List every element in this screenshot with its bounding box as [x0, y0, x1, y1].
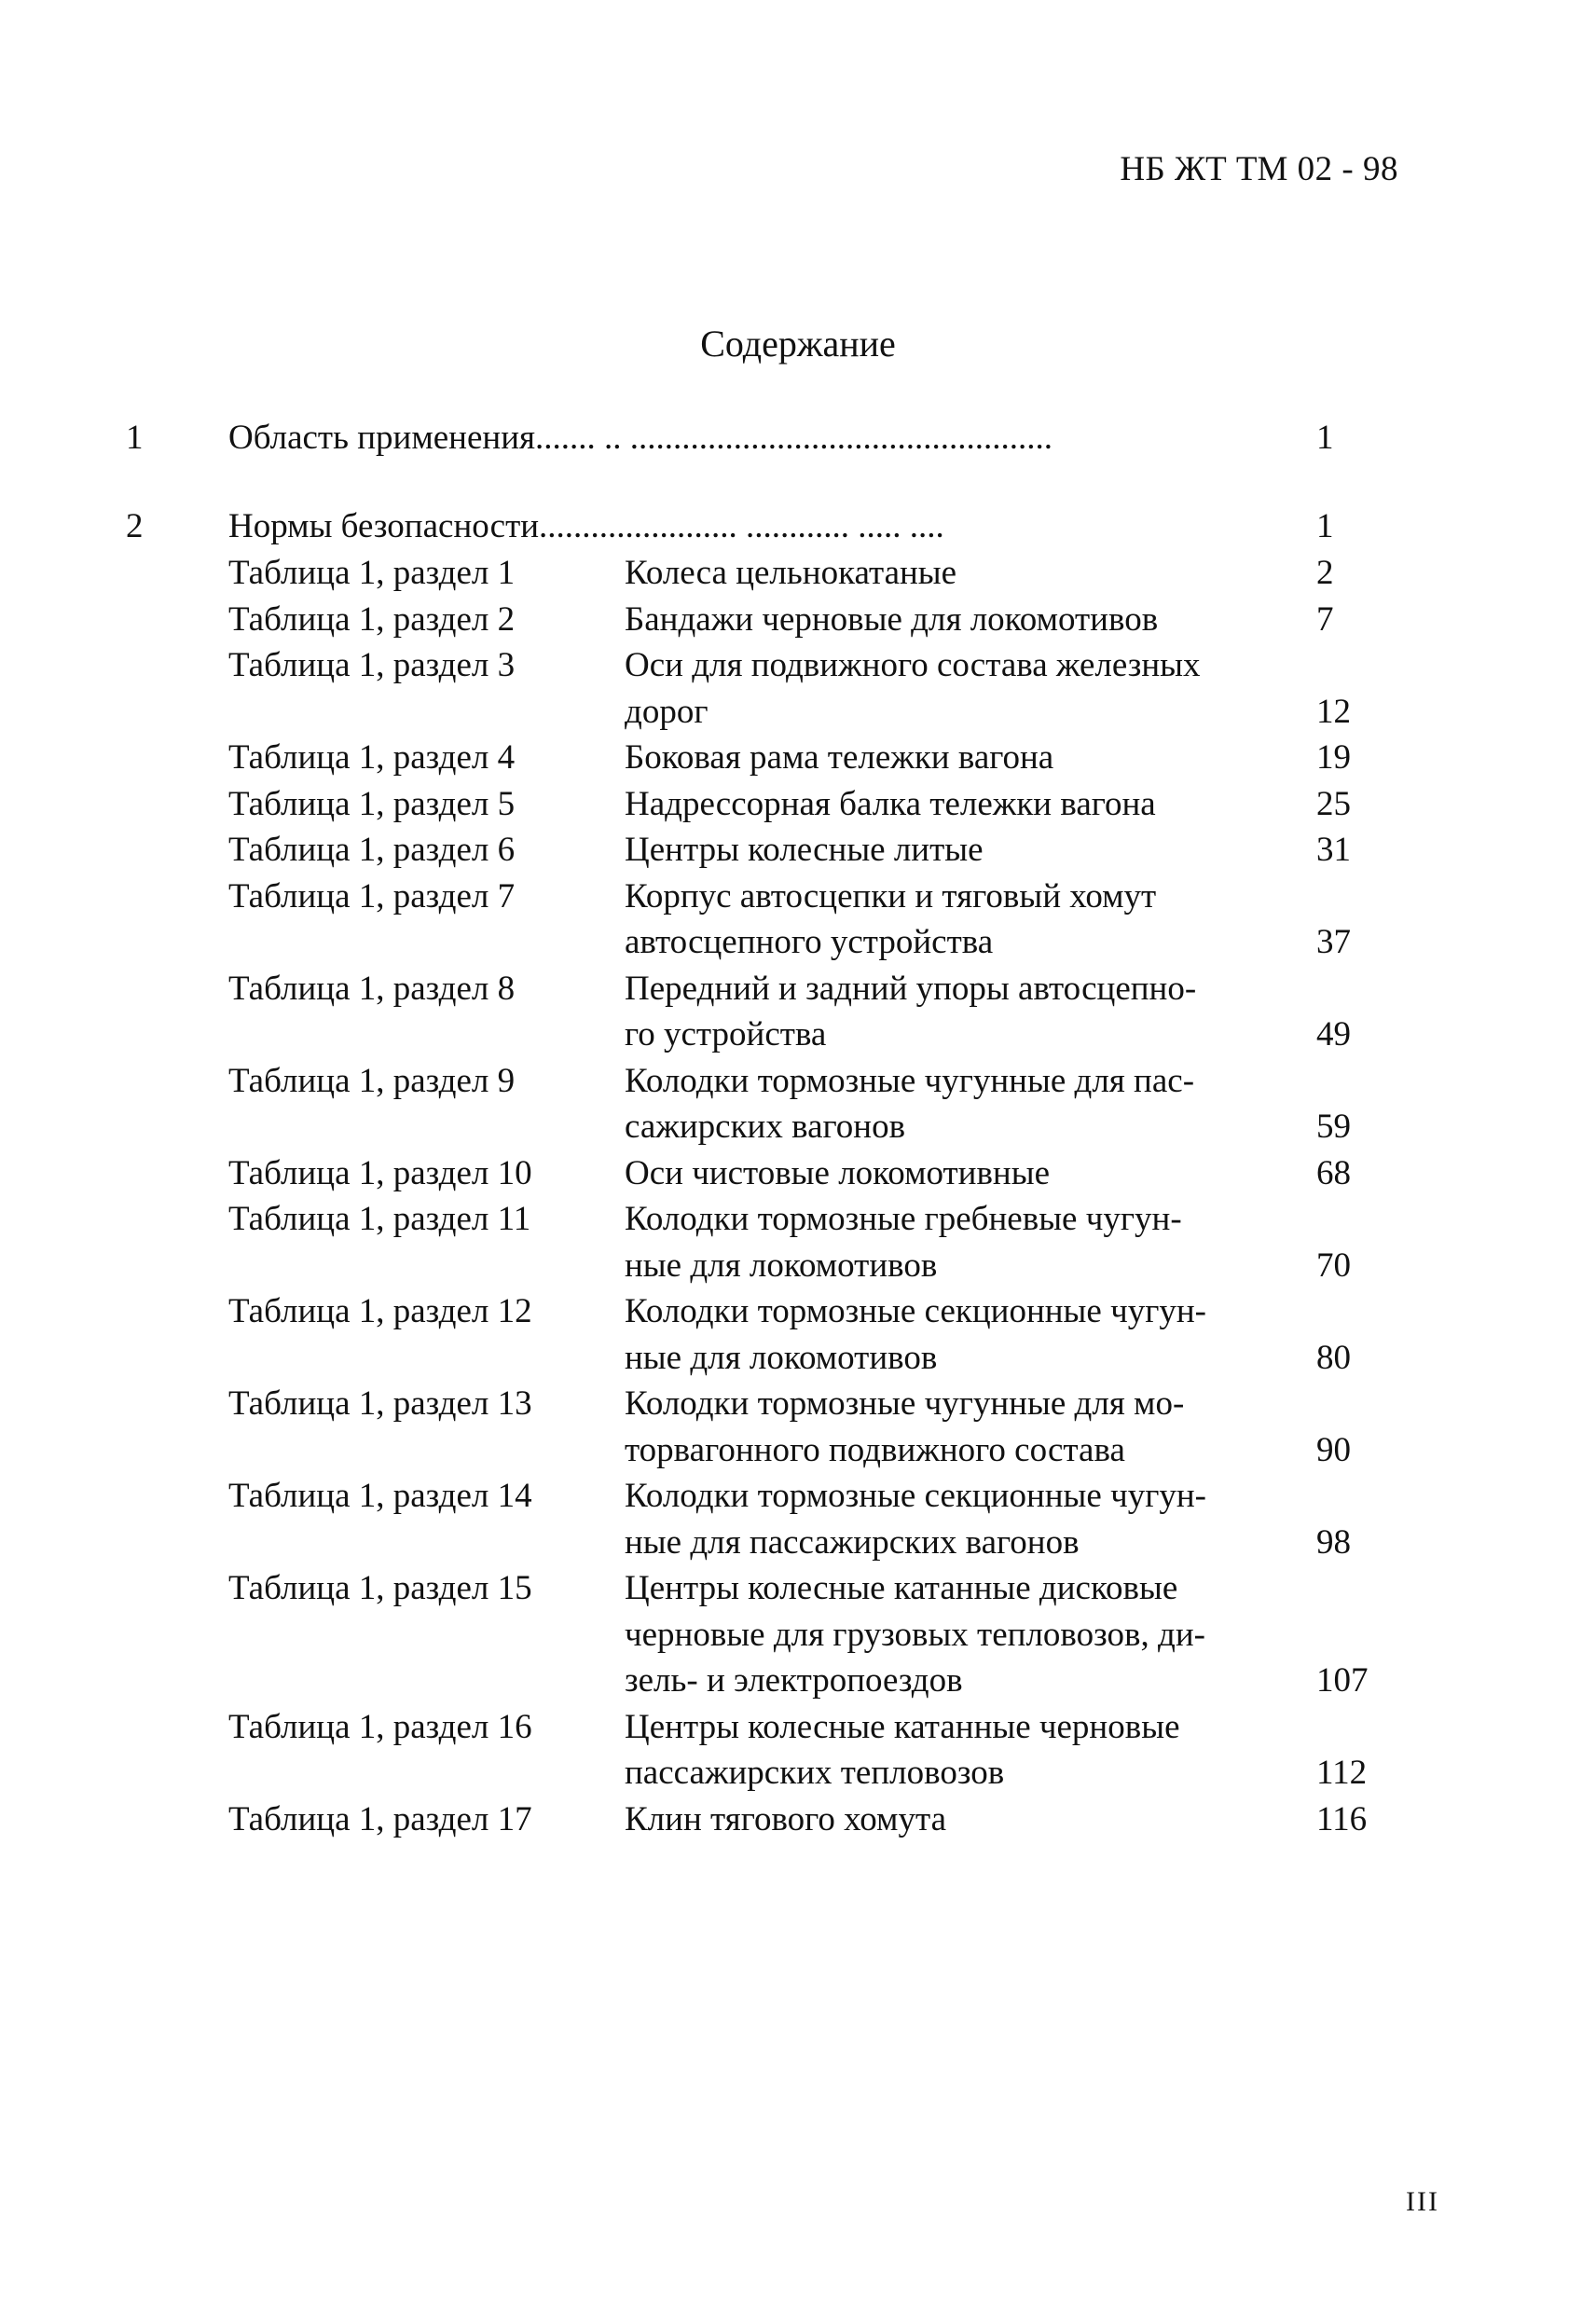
- toc-item-row: [0, 1335, 1596, 1382]
- item-title-line: Центры колесные катанные дисковые: [625, 1569, 1178, 1607]
- item-title-line: Боковая рама тележки вагона: [625, 738, 1054, 777]
- item-title-line: Оси для подвижного состава железных: [625, 646, 1201, 684]
- item-title-line: зель- и электропоездов: [625, 1661, 963, 1700]
- section-title: Область применения....... .. .................................................: [228, 419, 1053, 457]
- item-title-line: Колодки тормозные чугунные для пас-: [625, 1061, 1195, 1100]
- page-ref: 31: [1316, 831, 1351, 869]
- page-ref: 80: [1316, 1338, 1351, 1377]
- toc-item-row: [0, 1381, 1596, 1427]
- item-title-line: Колодки тормозные секционные чугун-: [625, 1477, 1206, 1515]
- toc-item-row: [0, 1288, 1596, 1335]
- table-section-label: Таблица 1, раздел 1: [228, 554, 516, 592]
- toc-item-row: [0, 919, 1596, 966]
- page-ref: 2: [1316, 554, 1334, 592]
- toc-item-row: [0, 827, 1596, 874]
- item-title-line: ные для локомотивов: [625, 1246, 938, 1285]
- item-title-line: дорог: [625, 692, 709, 731]
- item-title-line: Колодки тормозные секционные чугун-: [625, 1292, 1206, 1330]
- item-title-line: Бандажи черновые для локомотивов: [625, 599, 1159, 639]
- document-code: НБ ЖТ ТМ 02 - 98: [1120, 150, 1398, 188]
- item-title-line: ные для локомотивов: [625, 1338, 938, 1377]
- toc-item-row: [0, 1427, 1596, 1474]
- table-section-label: Таблица 1, раздел 8: [228, 969, 516, 1008]
- item-title-line: черновые для грузовых тепловозов, ди-: [625, 1615, 1205, 1654]
- table-section-label: Таблица 1, раздел 2: [228, 599, 516, 639]
- item-title-line: го устройства: [625, 1015, 827, 1053]
- toc-item-row: [0, 1565, 1596, 1612]
- item-title-line: Надрессорная балка тележки вагона: [625, 784, 1156, 823]
- toc-item-row: [0, 550, 1596, 597]
- toc-section-row: [0, 503, 1596, 550]
- toc-heading: Содержание: [700, 323, 896, 365]
- item-title-line: Колеса цельнокатаные: [625, 554, 957, 592]
- page-ref: 90: [1316, 1430, 1351, 1469]
- toc-item-row: [0, 1704, 1596, 1751]
- page-number: III: [1406, 2186, 1439, 2217]
- section-number: 1: [126, 419, 144, 457]
- table-section-label: Таблица 1, раздел 13: [228, 1384, 532, 1423]
- table-section-label: Таблица 1, раздел 7: [228, 876, 516, 916]
- toc-item-row: [0, 735, 1596, 781]
- page-ref: 12: [1316, 692, 1351, 731]
- toc-item-row: [0, 597, 1596, 643]
- toc-item-row: [0, 781, 1596, 828]
- table-section-label: Таблица 1, раздел 10: [228, 1153, 532, 1192]
- page-ref: 37: [1316, 923, 1351, 961]
- item-title-line: Клин тягового хомута: [625, 1799, 947, 1838]
- section-title: Нормы безопасности....................... ............ ..... ....: [228, 507, 944, 545]
- page-ref: 70: [1316, 1246, 1351, 1285]
- toc-item-row: [0, 1750, 1596, 1797]
- section-number: 2: [126, 507, 144, 545]
- toc-section-row: [0, 415, 1596, 461]
- table-section-label: Таблица 1, раздел 12: [228, 1292, 532, 1330]
- item-title-line: Передний и задний упоры автосцепно-: [625, 969, 1197, 1008]
- item-title-line: Корпус автосцепки и тяговый хомут: [625, 876, 1157, 916]
- table-section-label: Таблица 1, раздел 17: [228, 1799, 532, 1838]
- toc-item-row: [0, 1612, 1596, 1659]
- item-title-line: сажирских вагонов: [625, 1108, 906, 1146]
- toc-item-row: [0, 1243, 1596, 1289]
- page-ref: 116: [1316, 1799, 1368, 1838]
- toc-item-row: [0, 1196, 1596, 1243]
- table-section-label: Таблица 1, раздел 6: [228, 831, 516, 869]
- item-title-line: автосцепного устройства: [625, 923, 994, 961]
- toc-item-row: [0, 1150, 1596, 1197]
- page-ref: 19: [1316, 738, 1351, 777]
- item-title-line: торвагонного подвижного состава: [625, 1430, 1125, 1469]
- page-ref: 112: [1316, 1754, 1368, 1792]
- table-section-label: Таблица 1, раздел 15: [228, 1569, 532, 1607]
- item-title-line: Центры колесные литые: [625, 831, 984, 869]
- page-ref: 107: [1316, 1661, 1369, 1700]
- toc-item-row: [0, 1473, 1596, 1520]
- item-title-line: Колодки тормозные чугунные для мо-: [625, 1384, 1185, 1423]
- toc-item-row: [0, 1520, 1596, 1566]
- page-ref: 49: [1316, 1015, 1351, 1053]
- table-section-label: Таблица 1, раздел 3: [228, 646, 516, 684]
- page-ref: 1: [1316, 507, 1334, 545]
- toc-item-row: [0, 1058, 1596, 1105]
- page-ref: 25: [1316, 784, 1351, 823]
- item-title-line: Колодки тормозные гребневые чугун-: [625, 1200, 1182, 1238]
- item-title-line: Центры колесные катанные черновые: [625, 1707, 1180, 1746]
- table-section-label: Таблица 1, раздел 11: [228, 1200, 531, 1238]
- toc-item-row: [0, 1104, 1596, 1150]
- page-ref: 98: [1316, 1522, 1351, 1562]
- table-section-label: Таблица 1, раздел 5: [228, 784, 516, 823]
- item-title-line: Оси чистовые локомотивные: [625, 1153, 1051, 1192]
- toc-item-row: [0, 689, 1596, 736]
- toc-item-row: [0, 966, 1596, 1012]
- table-section-label: Таблица 1, раздел 14: [228, 1477, 532, 1515]
- toc-item-row: [0, 1658, 1596, 1704]
- table-section-label: Таблица 1, раздел 4: [228, 738, 516, 777]
- table-section-label: Таблица 1, раздел 16: [228, 1707, 532, 1746]
- table-section-label: Таблица 1, раздел 9: [228, 1061, 516, 1100]
- toc-item-row: [0, 1012, 1596, 1058]
- page-ref: 68: [1316, 1153, 1351, 1192]
- item-title-line: пассажирских тепловозов: [625, 1754, 1005, 1792]
- page-ref: 59: [1316, 1108, 1351, 1146]
- toc-item-row: [0, 642, 1596, 689]
- page-ref: 7: [1316, 599, 1334, 639]
- toc-item-row: [0, 1797, 1596, 1843]
- toc-item-row: [0, 874, 1596, 920]
- item-title-line: ные для пассажирских вагонов: [625, 1522, 1080, 1562]
- page-ref: 1: [1316, 419, 1334, 457]
